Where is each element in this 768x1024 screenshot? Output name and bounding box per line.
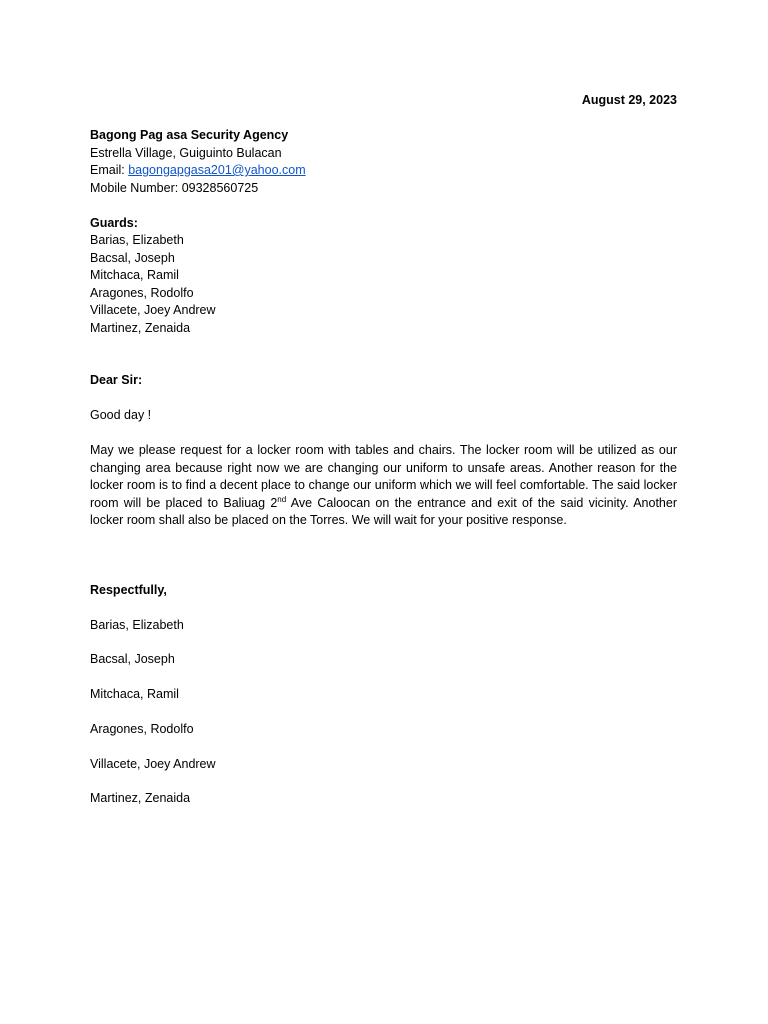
signatory-name: Martinez, Zenaida	[90, 791, 191, 806]
agency-name: Bagong Pag asa Security Agency	[90, 128, 289, 142]
spacer	[90, 390, 677, 408]
spacer	[90, 110, 677, 128]
agency-mobile: Mobile Number: 09328560725	[90, 180, 259, 195]
guards-heading: Guards:	[90, 215, 138, 230]
guard-name: Barias, Elizabeth	[90, 233, 184, 247]
spacer	[90, 337, 677, 372]
email-link[interactable]: bagongapgasa201@yahoo.com	[128, 163, 306, 177]
body-text-part2: Ave Caloocan on the entrance and exit of the said vicinity. Another locker room shall also be placed on the Torres. We will wait for your positive response.	[90, 495, 677, 527]
body-paragraph	[90, 442, 677, 530]
greeting: Good day !	[90, 408, 152, 422]
letter-date: August 29, 2023	[581, 93, 677, 107]
letter-page	[90, 92, 677, 825]
signatories-list	[90, 617, 677, 808]
spacer	[90, 425, 677, 443]
signatory-name: Bacsal, Joseph	[90, 652, 175, 667]
signatory-name: Villacete, Joey Andrew	[90, 756, 216, 771]
signatory-name: Aragones, Rodolfo	[90, 721, 194, 736]
body-text-part1: May we please request for a locker room with tables and chairs. The locker room will be utilized as our changing area because right now we are changing our uniform to unsafe areas. Another reason for the locker room is to find a decent place to change our uniform which we will feel comfortable. The said locker room will be placed to Baliuag 2	[90, 443, 677, 510]
email-label: Email:	[90, 163, 129, 177]
ordinal-superscript: nd	[277, 494, 287, 504]
spacer	[90, 197, 677, 215]
closing: Respectfully,	[90, 582, 167, 597]
guard-name: Mitchaca, Ramil	[90, 268, 179, 282]
guards-section	[90, 215, 677, 338]
guard-name: Villacete, Joey Andrew	[90, 303, 216, 317]
agency-email-line	[90, 162, 677, 180]
guard-name: Bacsal, Joseph	[90, 250, 175, 265]
guard-name: Martinez, Zenaida	[90, 320, 191, 335]
spacer	[90, 599, 677, 617]
agency-address: Estrella Village, Guiguinto Bulacan	[90, 145, 282, 160]
guard-name: Aragones, Rodolfo	[90, 285, 194, 300]
spacer	[90, 530, 677, 582]
signatory-name: Mitchaca, Ramil	[90, 687, 179, 702]
signatory-name: Barias, Elizabeth	[90, 617, 184, 632]
agency-header	[90, 127, 677, 197]
salutation: Dear Sir:	[90, 373, 143, 387]
